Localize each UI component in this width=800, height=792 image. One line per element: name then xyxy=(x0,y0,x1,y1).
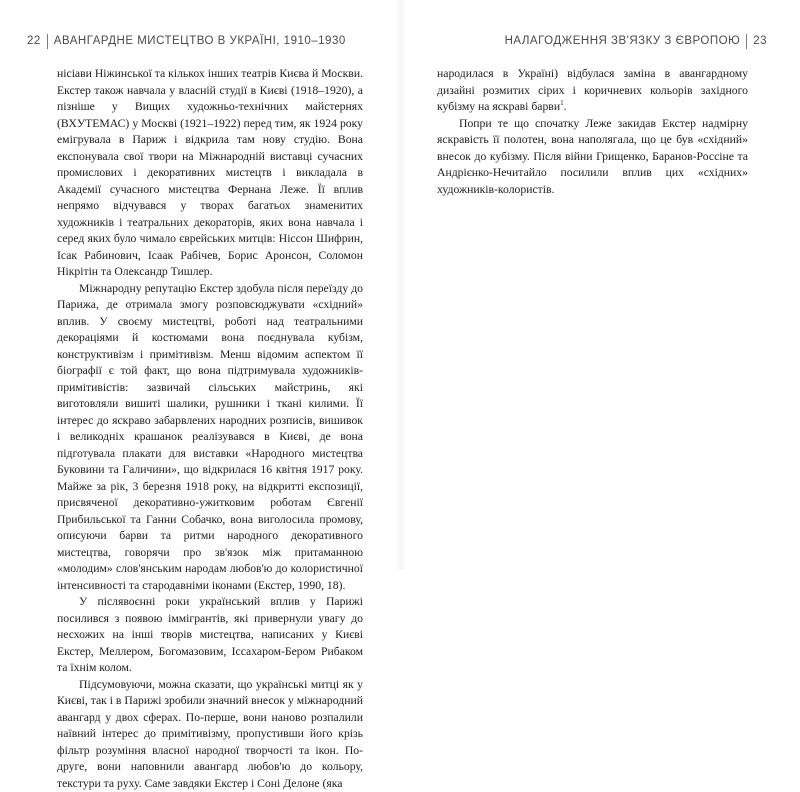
right-header-title: НАЛАГОДЖЕННЯ ЗВ'ЯЗКУ З ЄВРОПОЮ xyxy=(505,35,741,47)
paragraph: Міжнародну репутацію Екстер здобула після переїзду до Парижа, де отримала змогу розповсюджувати «східний» вплив. У своєму мистецтві, роботі над театральними декораціями й костюмами вона поєднувала кубізм, конструктивізм і примітивізм. Менш відомим аспектом її біографії є той факт, що вона підтримувала художників-примітивістів: зазвичай сільських майстринь, які виготовляли вишиті шалики, рушники і ткані килими. Її інтерес до яскраво забарвлених народних розписів, вишивок і великодніх крашанок реалізувався в Києві, де вона підготувала плакати для виставки «Народного мистецтва Буковини та Галичини», що відкрилася 16 квітня 1917 року. Майже за рік, 3 березня 1918 року, на відкритті експозиції, присвяченої декоративно-ужитковим роботам Євгенії Прибильської та Ганни Собачко, вона виголосила промову, описуючи барви та ритми народного декоративного мистецтва, говорячи про зв'язок між притаманною «молодим» слов'янським народам любов'ю до колористичної інтенсивності та стародавніми іконами (Екстер, 1990, 18). xyxy=(57,281,363,595)
header-separator xyxy=(746,34,747,49)
left-header-title: АВАНГАРДНЕ МИСТЕЦТВО В УКРАЇНІ, 1910–1930 xyxy=(54,35,346,47)
left-page xyxy=(0,0,400,570)
paragraph: нісіави Ніжинської та кількох інших театрів Києва й Москви. Екстер також навчала у власній студії в Києві (1918–1920), а пізніше у Вищих художньо-технічних майстернях (ВХУТЕМАС) у Москві (1921–1922) перед тим, як 1924 року емігрувала в Париж і відкрила там нову студію. Вона експонувала свої твори на Міжнародній виставці сучасних промислових і декоративних мистецтв і викладала в Академії сучасного мистецтва Фернана Леже. Її вплив непрямо відчувався у творах багатьох знаменитих художників і театральних декораторів, яких вона навчала і серед яких було чимало єврейських митців: Ніссон Шифрин, Ісак Рабинович, Ісаак Рабічев, Борис Аронсон, Соломон Нікрітін та Олександр Тишлер. xyxy=(57,66,363,281)
right-page xyxy=(400,0,800,570)
footnote-marker: 1 xyxy=(560,99,564,107)
right-running-head xyxy=(505,32,767,50)
paragraph: Підсумовуючи, можна сказати, що українські митці як у Києві, так і в Парижі зробили значний внесок у міжнародний авангард у двох сферах. По-перше, вони наново розпалили наївний інтерес до примітивізму, пропустивши його крізь фільтр розуміння власної народної творчості та ікон. По-друге, вони наповнили авангард любов'ю до кольору, текстури та руху. Саме завдяки Екстер і Соні Делоне (яка xyxy=(57,677,363,792)
paragraph: У післявоєнні роки український вплив у Парижі посилився з появою іммігрантів, які привернули увагу до несхожих на інші творів мистецтва, написаних у Києві Екстер, Меллером, Богомазовим, Іссахаром-Бером Рибаком та їхнім колом. xyxy=(57,594,363,677)
left-page-number: 22 xyxy=(27,35,41,47)
paragraph xyxy=(437,66,748,116)
right-body-text xyxy=(437,66,748,198)
left-running-head xyxy=(27,32,346,50)
paragraph-end: . xyxy=(564,100,567,113)
header-separator xyxy=(47,34,48,49)
right-page-number: 23 xyxy=(753,35,767,47)
paragraph: Попри те що спочатку Леже закидав Екстер надмірну яскравість її полотен, вона наполягала, що це був «східний» внесок до кубізму. Після війни Грищенко, Баранов-Россіне та Андрієнко-Нечитайло посилили вплив цих «східних» художників-колористів. xyxy=(437,116,748,199)
paragraph-text: народилася в Україні) відбулася заміна в авангардному дизайні розмитих сірих і коричневих кольорів західного кубізму на яскраві барви xyxy=(437,67,748,113)
left-body-text xyxy=(57,66,363,792)
